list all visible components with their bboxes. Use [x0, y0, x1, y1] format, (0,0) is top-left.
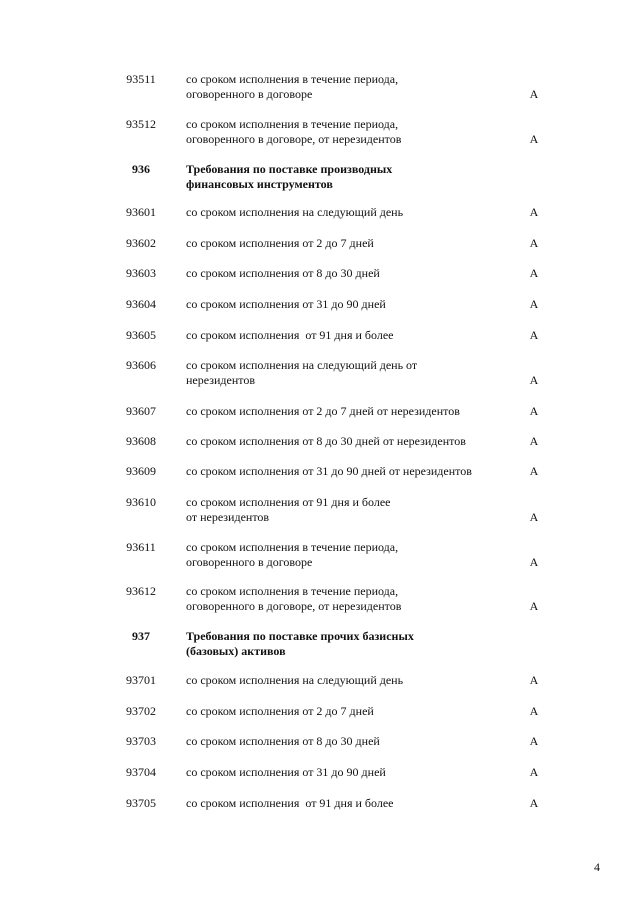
description-line: со сроком исполнения от 2 до 7 дней	[186, 704, 374, 718]
description-line: (базовых) активов	[186, 644, 286, 658]
account-type-mark: А	[529, 765, 539, 779]
account-description	[186, 434, 516, 449]
account-description	[186, 205, 516, 220]
account-type-mark: А	[529, 297, 539, 311]
description-line: со сроком исполнения от 31 до 90 дней от нерезидентов	[186, 464, 472, 478]
account-description	[186, 540, 516, 570]
account-type-mark: А	[529, 434, 539, 448]
account-description	[186, 673, 516, 688]
account-code: 93603	[126, 266, 156, 280]
account-description	[186, 495, 516, 525]
description-line: со сроком исполнения на следующий день	[186, 205, 404, 219]
account-code: 93612	[126, 584, 156, 598]
account-code: 93601	[126, 205, 156, 219]
account-code: 93604	[126, 297, 156, 311]
description-line: со сроком исполнения в течение периода,	[186, 540, 399, 554]
account-code: 93607	[126, 404, 156, 418]
account-code: 93602	[126, 236, 156, 250]
description-line: со сроком исполнения в течение периода,	[186, 584, 399, 598]
account-description	[186, 297, 516, 312]
account-description	[186, 765, 516, 780]
account-type-mark: А	[529, 599, 539, 613]
account-description	[186, 584, 516, 614]
account-description	[186, 266, 516, 281]
description-line: оговоренного в договоре, от нерезидентов	[186, 599, 402, 613]
account-type-mark: А	[529, 373, 539, 387]
section-code: 937	[132, 629, 150, 643]
account-description	[186, 328, 516, 343]
description-line: оговоренного в договоре	[186, 555, 313, 569]
account-type-mark: А	[529, 236, 539, 250]
description-line: со сроком исполнения от 8 до 30 дней	[186, 734, 380, 748]
account-code: 93511	[126, 72, 156, 86]
description-line: со сроком исполнения от 91 дня и более	[186, 796, 394, 810]
description-line: со сроком исполнения от 2 до 7 дней от нерезидентов	[186, 404, 460, 418]
account-description	[186, 404, 516, 419]
description-line: со сроком исполнения в течение периода,	[186, 117, 399, 131]
account-type-mark: А	[529, 266, 539, 280]
account-code: 93702	[126, 704, 156, 718]
description-line: со сроком исполнения от 31 до 90 дней	[186, 765, 386, 779]
account-code: 93606	[126, 358, 156, 372]
account-code: 93609	[126, 464, 156, 478]
account-type-mark: А	[529, 87, 539, 101]
account-description	[186, 704, 516, 719]
account-description	[186, 117, 516, 147]
account-description	[186, 72, 516, 102]
account-type-mark: А	[529, 464, 539, 478]
account-type-mark: А	[529, 510, 539, 524]
description-line: со сроком исполнения от 8 до 30 дней	[186, 266, 380, 280]
account-type-mark: А	[529, 796, 539, 810]
account-type-mark: А	[529, 704, 539, 718]
account-type-mark: А	[529, 205, 539, 219]
section-title	[186, 629, 516, 659]
account-type-mark: А	[529, 555, 539, 569]
description-line: оговоренного в договоре, от нерезидентов	[186, 132, 402, 146]
description-line: оговоренного в договоре	[186, 87, 313, 101]
description-line: от нерезидентов	[186, 510, 270, 524]
page-number: 4	[594, 860, 600, 874]
section-title	[186, 162, 516, 192]
account-code: 93611	[126, 540, 156, 554]
account-code: 93705	[126, 796, 156, 810]
description-line: со сроком исполнения от 8 до 30 дней от нерезидентов	[186, 434, 466, 448]
description-line: Требования по поставке производных	[186, 162, 393, 176]
description-line: со сроком исполнения от 31 до 90 дней	[186, 297, 386, 311]
description-line: со сроком исполнения от 91 дня и более	[186, 328, 394, 342]
account-description	[186, 358, 516, 388]
section-code: 936	[132, 162, 150, 176]
account-code: 93512	[126, 117, 156, 131]
account-description	[186, 734, 516, 749]
description-line: нерезидентов	[186, 373, 255, 387]
account-type-mark: А	[529, 404, 539, 418]
description-line: со сроком исполнения от 2 до 7 дней	[186, 236, 374, 250]
description-line: со сроком исполнения в течение периода,	[186, 72, 399, 86]
account-code: 93605	[126, 328, 156, 342]
account-code: 93703	[126, 734, 156, 748]
description-line: со сроком исполнения на следующий день	[186, 673, 404, 687]
account-description	[186, 796, 516, 811]
account-code: 93610	[126, 495, 156, 509]
account-description	[186, 236, 516, 251]
account-code: 93701	[126, 673, 156, 687]
account-code: 93608	[126, 434, 156, 448]
description-line: финансовых инструментов	[186, 177, 333, 191]
account-type-mark: А	[529, 734, 539, 748]
account-type-mark: А	[529, 132, 539, 146]
account-type-mark: А	[529, 673, 539, 687]
account-code: 93704	[126, 765, 156, 779]
description-line: со сроком исполнения от 91 дня и более	[186, 495, 391, 509]
account-description	[186, 464, 516, 479]
description-line: со сроком исполнения на следующий день от	[186, 358, 418, 372]
description-line: Требования по поставке прочих базисных	[186, 629, 414, 643]
account-type-mark: А	[529, 328, 539, 342]
